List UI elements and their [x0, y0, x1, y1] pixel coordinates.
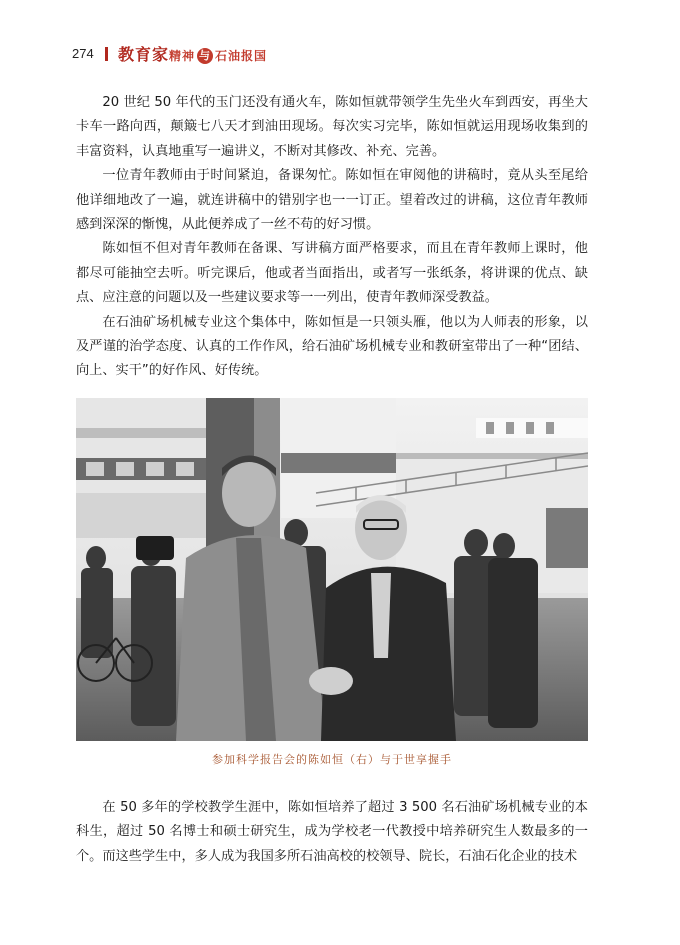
body-text-bottom: [76, 796, 588, 869]
paragraph: 在 50 多年的学校教学生涯中，陈如恒培养了超过 3 500 名石油矿场机械专业的本科生，超过 50 名博士和硕士研究生，成为学校老一代教授中培养研究生人数最多的一个。而这些学生中，多人成为我国多所石油高校的校领导、院长，石油石化企业的技术: [76, 800, 588, 864]
page-number: 274: [72, 46, 94, 61]
header-divider: [105, 47, 108, 61]
photo-illustration: [76, 398, 588, 741]
paragraph: 在石油矿场机械专业这个集体中，陈如恒是一只领头雁，他以为人师表的形象，以及严谨的治学态度、认真的工作作风，给石油矿场机械专业和教研室带出了一种“团结、向上、实干”的好作风、好传统。: [76, 314, 588, 379]
body-text-top: [76, 91, 588, 384]
book-title-amp: 与: [199, 49, 212, 62]
photo-caption: 参加科学报告会的陈如恒（右）与于世享握手: [212, 753, 452, 766]
book-title: [118, 42, 267, 65]
page-header: [72, 40, 632, 70]
book-title-mid: 精神: [169, 49, 196, 63]
paragraph: 20 世纪 50 年代的玉门还没有通火车，陈如恒就带领学生先坐火车到西安，再坐大卡车一路向西，颠簸七八天才到油田现场。每次实习完毕，陈如恒就运用现场收集到的丰富资料，认真地重写一遍讲义，不断对其修改、补充、完善。: [76, 95, 588, 159]
paragraph: 陈如恒不但对青年教师在备课、写讲稿方面严格要求，而且在青年教师上课时，他都尽可能抽空去听。听完课后，他或者当面指出，或者写一张纸条，将讲课的优点、缺点、应注意的问题以及一些建议要求等一一列出，使青年教师深受教益。: [76, 241, 588, 306]
paragraph: 一位青年教师由于时间紧迫，备课匆忙。陈如恒在审阅他的讲稿时，竟从头至尾给他详细地改了一遍，就连讲稿中的错别字也一一订正。望着改过的讲稿，这位青年教师感到深深的惭愧，从此便养成了一丝不苟的好习惯。: [76, 168, 588, 233]
handshake-photo: [76, 398, 588, 741]
book-title-right: 石油报国: [215, 49, 268, 63]
book-title-left: 教育家: [118, 45, 170, 64]
